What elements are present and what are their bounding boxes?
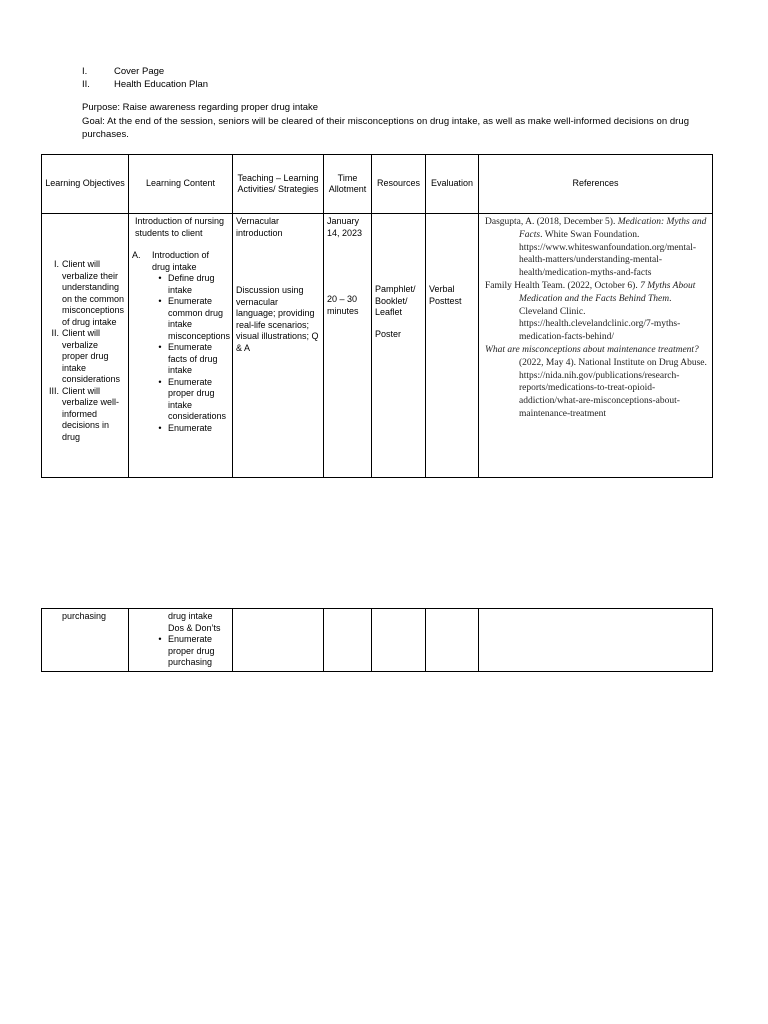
list-item: • Define drug intake [158,273,215,295]
header-references: References [479,155,713,214]
reference-entry: Dasgupta, A. (2018, December 5). Medication: Myths and Facts. White Swan Foundation. https://www.whiteswanfoundation.org/mental-health-matters/understanding-mental-health/medication-myths-and-facts [485,217,707,279]
outline-number: II. [82,78,90,90]
evaluation-text: Verbal Posttest [429,284,462,306]
header-evaluation: Evaluation [426,155,479,214]
resource-second: Poster [375,328,402,339]
reference-entry: What are misconceptions about maintenance treatment? (2022, May 4). National Institute on Drug Abuse. https://nida.nih.gov/publications/research-reports/medications-to-treat-opioid-addiction/what-are-misconceptions-about-maintenance-treatment [485,344,707,419]
list-item: • Enumerate proper drug purchasing [158,634,215,667]
time-cell [324,214,372,478]
table-row [42,214,713,478]
references-cell [479,214,713,478]
header-teaching-activities: Teaching – Learning Activities/ Strategies [233,155,324,214]
objective-item: II. Client will verbalize proper drug intake considerations [51,328,121,384]
time-second: 20 – 30 minutes [327,294,359,316]
table-row [42,609,713,672]
header-learning-objectives: Learning Objectives [42,155,129,214]
list-item: • Enumerate common drug intake misconceptions [158,296,231,341]
activities-cell [233,214,324,478]
purpose-statement: Purpose: Raise awareness regarding proper drug intake [82,102,319,113]
content-intro: Introduction of nursing students to client [135,216,225,238]
health-education-plan-table [41,154,713,478]
outline-number: I. [82,66,88,77]
list-item: • Enumerate proper drug intake considerations [158,376,227,421]
outline-item [82,66,208,79]
references-cell [479,609,713,672]
resource-first: Pamphlet/ Booklet/ Leaflet [375,284,416,317]
reference-entry: Family Health Team. (2022, October 6). 7 Myths About Medication and the Facts Behind Them. Cleveland Clinic. https://health.clevelandclinic.org/7-myths-medication-facts-behind/ [485,280,696,343]
objectives-cell: purchasing [42,609,129,672]
activity-second: Discussion using vernacular language; providing real-life scenarios; visual illustrations; Q & A [236,285,319,353]
outline-label: Cover Page [114,66,165,77]
document-outline [82,66,208,91]
continuation-table [41,608,713,672]
activity-first: Vernacular introduction [236,216,283,238]
evaluation-cell [426,214,479,478]
header-time-allotment: Time Allotment [324,155,372,214]
resources-cell [372,609,426,672]
outline-label: Health Education Plan [114,78,209,90]
list-item: • Enumerate facts of drug intake [158,342,218,375]
activities-cell [233,609,324,672]
header-learning-content: Learning Content [129,155,233,214]
outline-item [82,79,208,92]
evaluation-cell [426,609,479,672]
header-resources: Resources [372,155,426,214]
content-cell [129,214,233,478]
content-cell [129,609,233,672]
table-header-row [42,155,713,214]
objective-item: III. Client will verbalize well-informed decisions in drug [48,385,120,442]
objectives-cell [42,214,129,478]
list-item: • Enumerate [158,422,213,433]
goal-statement: Goal: At the end of the session, seniors will be cleared of their misconceptions on drug intake, as well as make well-informed decisions on drug purchases. [82,116,690,140]
objective-item: I. Client will verbalize their understanding on the common misconceptions of drug intake [53,259,125,327]
content-section: A. Introduction of drug intake [132,250,210,272]
resources-cell [372,214,426,478]
list-item: drug intake Dos & Don’ts [168,611,221,633]
time-cell [324,609,372,672]
time-first: January 14, 2023 [327,216,363,238]
